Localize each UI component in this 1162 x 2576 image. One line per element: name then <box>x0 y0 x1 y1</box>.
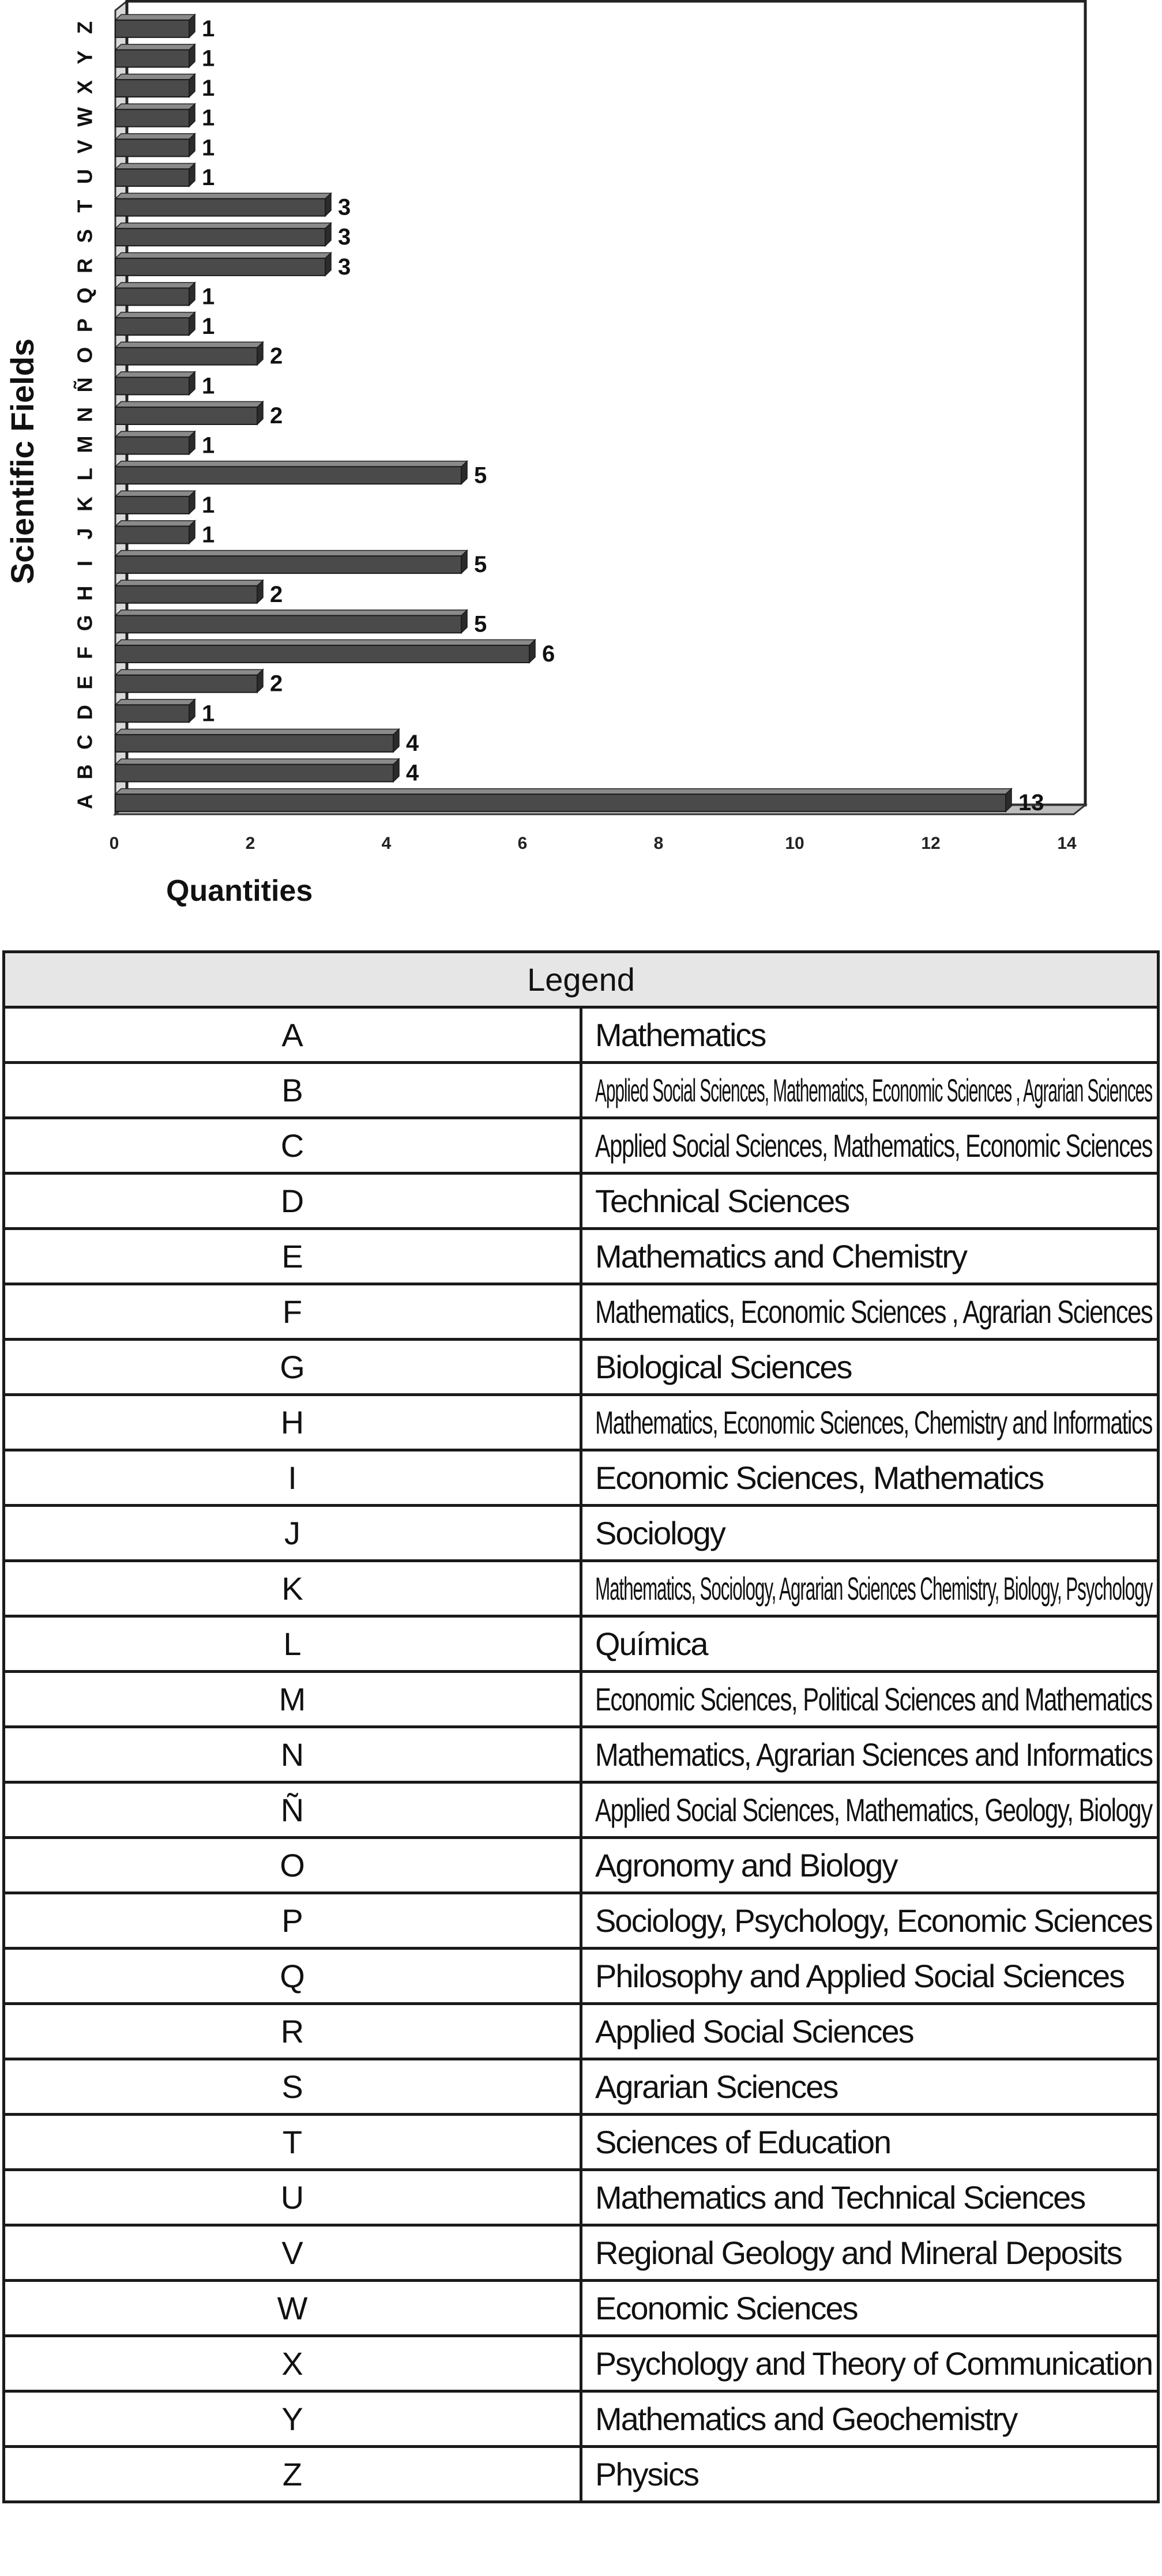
bar-front-face <box>115 735 393 752</box>
x-tick-label: 10 <box>785 834 804 853</box>
legend-code: Y <box>4 2391 581 2447</box>
bar-top-face <box>115 253 331 258</box>
bar-value-label: 4 <box>406 730 419 756</box>
legend-description: Mathematics, Economic Sciences, Chemistry and Informatics <box>581 1395 1159 1450</box>
legend-description: Applied Social Sciences, Mathematics, Economic Sciences , Agrarian Sciences <box>581 1063 1159 1118</box>
legend-description: Sociology, Psychology, Economic Sciences <box>581 1893 1159 1949</box>
legend-row <box>4 1782 1159 1838</box>
bar-top-face <box>115 104 195 110</box>
bar-value-label: 2 <box>270 403 283 428</box>
bar-front-face <box>115 139 189 156</box>
y-tick-label: Y <box>73 50 97 65</box>
bar-value-label: 13 <box>1018 790 1044 816</box>
legend-code: P <box>4 1893 581 1949</box>
bar-front-face <box>115 497 189 514</box>
bar-value-label: 1 <box>202 522 215 548</box>
legend-body <box>4 1007 1159 2502</box>
legend-description: Mathematics, Agrarian Sciences and Informatics <box>581 1727 1159 1782</box>
bar-front-face <box>115 377 189 394</box>
bar-top-face <box>115 401 263 407</box>
x-tick-label: 0 <box>109 834 119 853</box>
bar-top-face <box>115 789 1011 795</box>
bar-top-face <box>115 372 195 378</box>
legend-code: I <box>4 1450 581 1506</box>
bar-front-face <box>115 645 529 663</box>
bar-front-face <box>115 199 325 216</box>
y-tick-label: Q <box>73 287 97 304</box>
y-tick-label: G <box>73 615 97 631</box>
bar-value-label: 1 <box>202 284 215 310</box>
y-tick-label: N <box>73 407 97 422</box>
legend-code: N <box>4 1727 581 1782</box>
legend-code: H <box>4 1395 581 1450</box>
bar-value-label: 6 <box>542 641 555 667</box>
legend-description: Applied Social Sciences, Mathematics, Economic Sciences <box>581 1118 1159 1174</box>
legend-description: Biological Sciences <box>581 1340 1159 1395</box>
bar-top-face <box>115 283 195 288</box>
bar-value-label: 5 <box>474 462 487 488</box>
legend-code: J <box>4 1506 581 1561</box>
bar-value-label: 4 <box>406 760 419 786</box>
y-tick-label: X <box>73 80 97 95</box>
y-tick-label: W <box>73 107 97 127</box>
legend-description: Economic Sciences, Political Sciences and Mathematics <box>581 1672 1159 1727</box>
legend-row <box>4 2391 1159 2447</box>
bar-front-face <box>115 80 189 97</box>
bar-value-label: 5 <box>474 611 487 637</box>
legend-code: Z <box>4 2447 581 2502</box>
legend-description: Applied Social Sciences <box>581 2004 1159 2059</box>
legend-code: G <box>4 1340 581 1395</box>
legend-row <box>4 1727 1159 1782</box>
legend-description: Psychology and Theory of Communication <box>581 2336 1159 2391</box>
bar-12 <box>115 461 487 488</box>
legend-code: T <box>4 2115 581 2170</box>
bar-16 <box>115 342 283 369</box>
bar-chart <box>0 0 1162 946</box>
bar-top-face <box>115 580 263 586</box>
legend-code: C <box>4 1118 581 1174</box>
legend-description: Mathematics and Geochemistry <box>581 2391 1159 2447</box>
bar-front-face <box>115 675 257 693</box>
x-tick-label: 12 <box>921 834 941 853</box>
legend-row <box>4 2170 1159 2225</box>
bar-value-label: 1 <box>202 373 215 399</box>
x-tick-label: 2 <box>245 834 255 853</box>
legend-row <box>4 2281 1159 2336</box>
bar-top-face <box>115 700 195 705</box>
legend-code: D <box>4 1174 581 1229</box>
bar-top-face <box>115 313 195 318</box>
legend-row <box>4 2004 1159 2059</box>
legend-row <box>4 1616 1159 1672</box>
bar-top-face <box>115 223 331 229</box>
bar-value-label: 1 <box>202 433 215 458</box>
legend-row <box>4 1949 1159 2004</box>
legend-description: Mathematics, Economic Sciences , Agrarian Sciences <box>581 1284 1159 1340</box>
legend-code: U <box>4 2170 581 2225</box>
bar-6 <box>115 640 555 667</box>
legend-header: Legend <box>4 952 1159 1007</box>
bar-front-face <box>115 288 189 305</box>
legend-table-container <box>2 950 1160 2503</box>
legend-code: O <box>4 1838 581 1893</box>
legend-row <box>4 1395 1159 1450</box>
bar-value-label: 1 <box>202 314 215 340</box>
legend-row <box>4 1229 1159 1284</box>
legend-row <box>4 1450 1159 1506</box>
bar-front-face <box>115 556 461 573</box>
bar-value-label: 2 <box>270 581 283 607</box>
legend-row <box>4 1118 1159 1174</box>
bar-front-face <box>115 169 189 186</box>
legend-description: Sociology <box>581 1506 1159 1561</box>
bar-value-label: 2 <box>270 343 283 369</box>
bar-value-label: 3 <box>338 194 351 220</box>
y-tick-label: U <box>73 168 97 184</box>
legend-row <box>4 2447 1159 2502</box>
bar-front-face <box>115 615 461 633</box>
bar-2 <box>115 759 419 786</box>
bar-top-face <box>115 431 195 437</box>
bar-top-face <box>115 461 467 467</box>
y-tick-label: C <box>73 734 97 750</box>
bar-8 <box>115 580 283 607</box>
legend-code: E <box>4 1229 581 1284</box>
bar-value-label: 1 <box>202 16 215 42</box>
legend-description: Philosophy and Applied Social Sciences <box>581 1949 1159 2004</box>
legend-row <box>4 2115 1159 2170</box>
bar-1 <box>115 789 1044 816</box>
y-tick-label: H <box>73 585 97 601</box>
y-tick-label: D <box>73 705 97 720</box>
bar-front-face <box>115 586 257 603</box>
bar-front-face <box>115 407 257 424</box>
legend-row <box>4 1174 1159 1229</box>
bar-front-face <box>115 527 189 544</box>
bar-value-label: 3 <box>338 224 351 250</box>
legend-code: K <box>4 1561 581 1616</box>
bar-9 <box>115 551 487 578</box>
bar-top-face <box>115 44 195 50</box>
legend-description: Mathematics and Technical Sciences <box>581 2170 1159 2225</box>
y-tick-label: K <box>73 496 97 512</box>
bar-5 <box>115 670 283 697</box>
legend-description: Economic Sciences, Mathematics <box>581 1450 1159 1506</box>
bar-3 <box>115 729 419 756</box>
y-tick-label: P <box>73 318 97 333</box>
bar-top-face <box>115 342 263 348</box>
y-tick-label: R <box>73 258 97 273</box>
bar-top-face <box>115 551 467 556</box>
y-tick-label: Z <box>73 21 97 34</box>
legend-description: Sciences of Education <box>581 2115 1159 2170</box>
legend-code: Ñ <box>4 1782 581 1838</box>
legend-description: Mathematics <box>581 1007 1159 1063</box>
y-tick-label: T <box>73 200 97 213</box>
bar-front-face <box>115 348 257 365</box>
legend-row <box>4 1561 1159 1616</box>
bar-14 <box>115 401 283 428</box>
legend-table <box>2 950 1160 2503</box>
bar-top-face <box>115 193 331 199</box>
bar-front-face <box>115 794 1006 811</box>
bar-value-label: 3 <box>338 254 351 280</box>
legend-description: Economic Sciences <box>581 2281 1159 2336</box>
legend-row <box>4 1340 1159 1395</box>
bar-7 <box>115 610 487 637</box>
bar-front-face <box>115 318 189 335</box>
legend-header-row <box>4 952 1159 1007</box>
bar-19 <box>115 253 351 280</box>
legend-code: S <box>4 2059 581 2115</box>
legend-code: A <box>4 1007 581 1063</box>
x-tick-label: 14 <box>1057 834 1077 853</box>
legend-code: B <box>4 1063 581 1118</box>
bar-value-label: 2 <box>270 671 283 697</box>
x-tick-label: 6 <box>517 834 528 853</box>
y-tick-label: Ñ <box>73 377 97 393</box>
legend-description: Physics <box>581 2447 1159 2502</box>
legend-description: Química <box>581 1616 1159 1672</box>
y-tick-labels <box>73 21 97 809</box>
y-tick-label: V <box>73 140 97 154</box>
legend-row <box>4 2059 1159 2115</box>
x-axis-label: Quantities <box>166 874 313 908</box>
bar-value-label: 1 <box>202 164 215 190</box>
legend-description: Applied Social Sciences, Mathematics, Geology, Biology <box>581 1782 1159 1838</box>
bar-top-face <box>115 491 195 497</box>
legend-description: Mathematics and Chemistry <box>581 1229 1159 1284</box>
bar-top-face <box>115 521 195 527</box>
x-tick-label: 8 <box>653 834 664 853</box>
legend-row <box>4 1838 1159 1893</box>
bar-front-face <box>115 228 325 246</box>
y-tick-label: L <box>73 468 97 481</box>
bar-value-label: 1 <box>202 135 215 161</box>
x-tick-labels <box>110 834 1077 853</box>
legend-code: X <box>4 2336 581 2391</box>
legend-description: Agronomy and Biology <box>581 1838 1159 1893</box>
bar-value-label: 1 <box>202 76 215 101</box>
y-tick-label: A <box>73 794 97 810</box>
legend-description: Mathematics, Sociology, Agrarian Sciences Chemistry, Biology, Psychology <box>581 1561 1159 1616</box>
bar-front-face <box>115 258 325 276</box>
bar-value-label: 5 <box>474 552 487 578</box>
bar-front-face <box>115 765 393 782</box>
y-tick-label: E <box>73 675 97 690</box>
bar-top-face <box>115 640 535 645</box>
legend-description: Technical Sciences <box>581 1174 1159 1229</box>
legend-row <box>4 1506 1159 1561</box>
legend-row <box>4 1893 1159 1949</box>
bar-front-face <box>115 20 189 37</box>
legend-row <box>4 1672 1159 1727</box>
legend-code: Q <box>4 1949 581 2004</box>
legend-description: Regional Geology and Mineral Deposits <box>581 2225 1159 2281</box>
legend-row <box>4 1063 1159 1118</box>
bar-top-face <box>115 14 195 20</box>
y-tick-label: I <box>73 561 97 567</box>
y-tick-label: M <box>73 435 97 453</box>
legend-description: Agrarian Sciences <box>581 2059 1159 2115</box>
y-tick-label: B <box>73 764 97 780</box>
bar-top-face <box>115 759 399 765</box>
bar-value-label: 1 <box>202 46 215 72</box>
legend-code: W <box>4 2281 581 2336</box>
bar-21 <box>115 193 351 220</box>
legend-row <box>4 2225 1159 2281</box>
legend-code: R <box>4 2004 581 2059</box>
bar-front-face <box>115 705 189 722</box>
bar-20 <box>115 223 351 250</box>
bar-value-label: 1 <box>202 492 215 518</box>
bar-front-face <box>115 110 189 127</box>
legend-row <box>4 1284 1159 1340</box>
bar-top-face <box>115 610 467 616</box>
legend-row <box>4 1007 1159 1063</box>
y-axis-label: Scientific Fields <box>4 338 40 585</box>
bar-top-face <box>115 74 195 80</box>
bar-front-face <box>115 50 189 67</box>
bar-front-face <box>115 437 189 454</box>
legend-code: V <box>4 2225 581 2281</box>
bar-top-face <box>115 134 195 140</box>
bar-value-label: 1 <box>202 701 215 727</box>
legend-code: L <box>4 1616 581 1672</box>
legend-row <box>4 2336 1159 2391</box>
bar-top-face <box>115 163 195 169</box>
y-tick-label: J <box>73 528 97 540</box>
bar-value-label: 1 <box>202 105 215 131</box>
y-tick-label: O <box>73 347 97 363</box>
y-tick-label: F <box>73 646 97 660</box>
legend-code: M <box>4 1672 581 1727</box>
legend-code: F <box>4 1284 581 1340</box>
bar-top-face <box>115 729 399 735</box>
y-tick-label: S <box>73 229 97 243</box>
bar-front-face <box>115 467 461 484</box>
x-tick-label: 4 <box>381 834 392 853</box>
bar-top-face <box>115 670 263 675</box>
